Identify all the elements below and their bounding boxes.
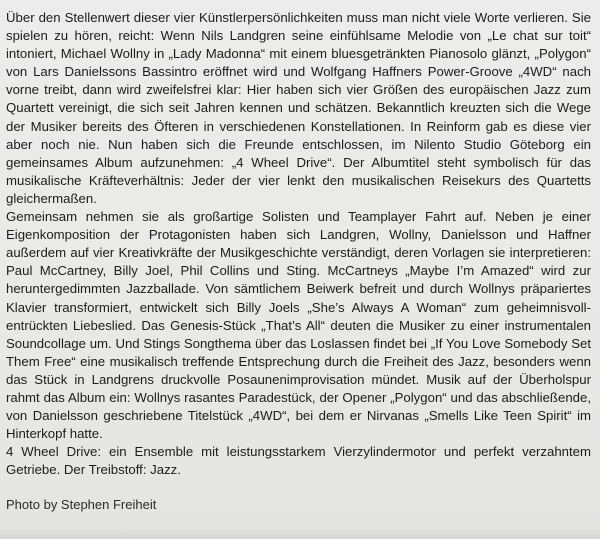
paragraph-1: Über den Stellenwert dieser vier Künstlerpersönlichkeiten muss man nicht viele Worte verlieren. Sie spielen zu hören, reicht: Wenn Nils Landgren seine einfühlsame Melodie von „Le chat sur toit“ intoniert, Michael Wollny in „Lady Madonna“ mit einem bluesgetränkten Pianosolo glänzt, „Polygon“ von Lars Danielssons Bassintro eröffnet wird und Wolfgang Haffners Power-Groove „4WD“ nach vorne treibt, dann wird zweifelsfrei klar: Hier haben sich vier Größen des europäischen Jazz zum Quartett vereinigt, die sich seit Jahren kennen und schätzen. Bekanntlich kreuzten sich die Wege der Musiker bereits des Öfteren in verschiedenen Konstellationen. In Reinform gab es diese vier aber noch nie. Nun haben sich die Freunde entschlossen, im Nilento Studio Göteborg ein gemeinsames Album aufzunehmen: „4 Wheel Drive“. Der Albumtitel steht symbolisch für das musikalische Kräfteverhältnis: Jeder der vier lenkt den musikalischen Reisekurs des Quartetts gleichermaßen. (6, 10, 591, 206)
liner-notes-text (6, 9, 591, 479)
paragraph-3: 4 Wheel Drive: ein Ensemble mit leistungsstarkem Vierzylindermotor und perfekt verzahntem Getriebe. Der Treibstoff: Jazz. (6, 444, 591, 478)
page-edge-shadow (0, 527, 600, 539)
paragraph-2: Gemeinsam nehmen sie als großartige Solisten und Teamplayer Fahrt auf. Neben je einer Eigenkomposition der Protagonisten haben sich Landgren, Wollny, Danielsson und Haffner außerdem auf vier Kreativkräfte der Musikgeschichte verständigt, deren Vorlagen sie interpretieren: Paul McCartney, Billy Joel, Phil Collins und Sting. McCartneys „Maybe I’m Amazed“ wird zur heruntergedimmten Jazzballade. Von sämtlichem Beiwerk befreit und durch Wollnys präpariertes Klavier transformiert, entwickelt sich Billy Joels „She’s Always A Woman“ zum geheimnisvoll-entrückten Liebeslied. Das Genesis-Stück „That’s All“ deuten die Musiker zu einer instrumentalen Soundcollage um. Und Stings Songthema über das Loslassen findet bei „If You Love Somebody Set Them Free“ eine musikalisch treffende Entsprechung durch die Freiheit des Jazz, besonders wenn das Stück in Landgrens druckvolle Posaunenimprovisation mündet. Musik auf der Überholspur rahmt das Album ein: Wollnys rasantes Paradestück, der Opener „Polygon“ und das abschließende, von Danielsson geschriebene Titelstück „4WD“, bei dem er Nirvanas „Smells Like Teen Spirit“ im Hinterkopf hatte. (6, 209, 591, 442)
photo-credit: Photo by Stephen Freiheit (6, 497, 157, 512)
